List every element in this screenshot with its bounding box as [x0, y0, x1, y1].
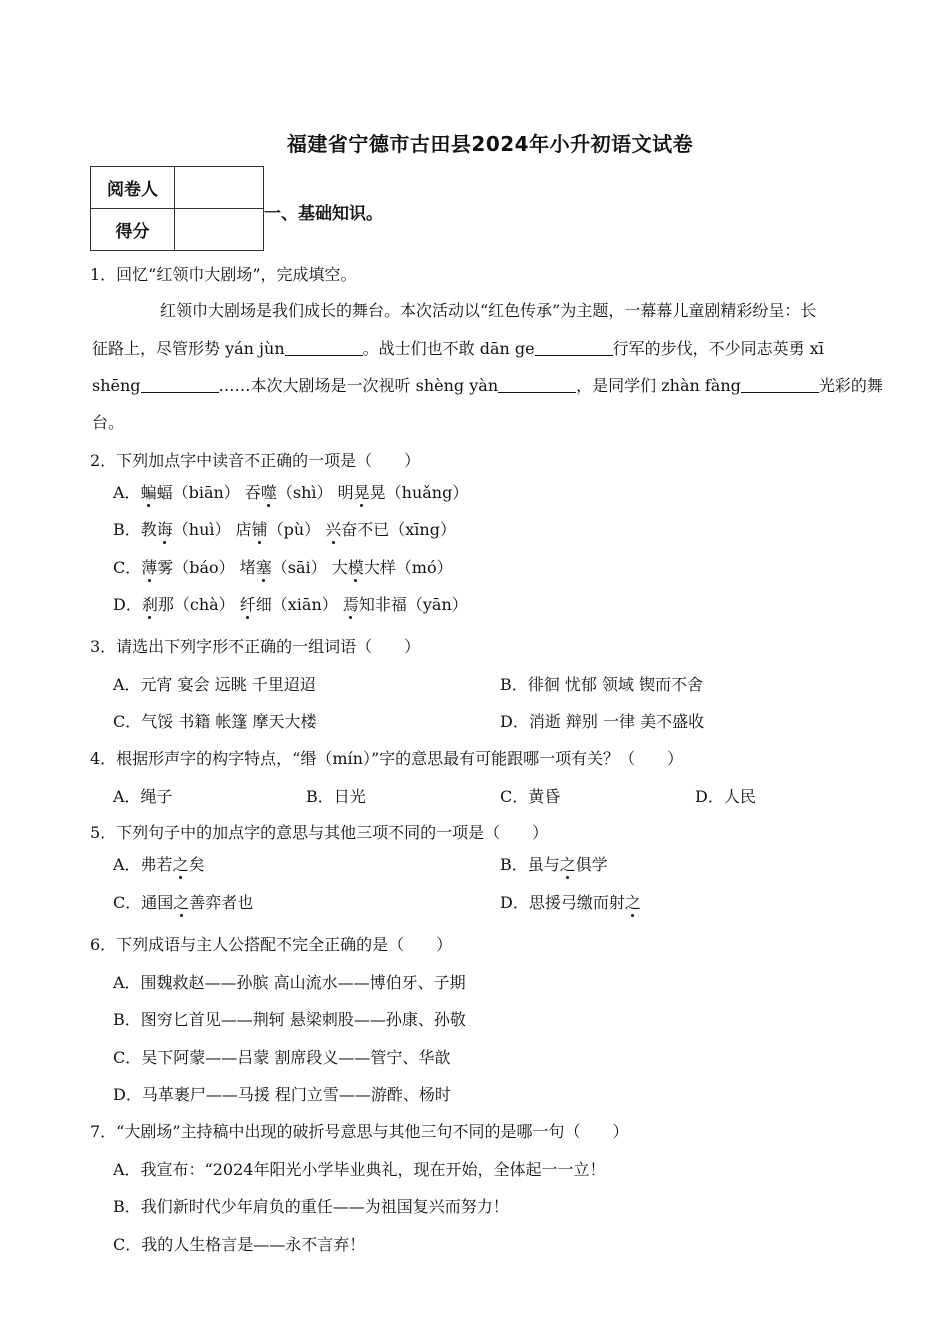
q4-option-c[interactable]: C．黄昏	[500, 787, 561, 806]
q1-paragraph-line-3	[92, 373, 883, 396]
q2-option-a[interactable]: A．蝙蝠（biān） 吞噬（shì） 明晃晃（huǎng）	[113, 483, 469, 502]
q1-text: 。战士们也不敢 dān ge	[362, 339, 535, 358]
q7-option-c[interactable]: C．我的人生格言是——永不言弃！	[113, 1235, 366, 1254]
q1-paragraph-line-1: 红领巾大剧场是我们成长的舞台。本次活动以“红色传承”为主题，一幕幕儿童剧精彩纷呈：长	[160, 301, 817, 320]
question-7-stem: 7．“大剧场”主持稿中出现的破折号意思与其他三句不同的是哪一句（ ）	[90, 1122, 629, 1141]
q6-option-d[interactable]: D．马革裹尸——马援 程门立雪——游酢、杨时	[113, 1085, 451, 1104]
q5-option-b[interactable]: B．虽与之俱学	[500, 855, 608, 874]
q7-option-a[interactable]: A．我宣布：“2024年阳光小学毕业典礼，现在开始，全体起一一立！	[113, 1160, 606, 1179]
exam-title: 福建省宁德市古田县2024年小升初语文试卷	[286, 132, 694, 156]
question-6-stem: 6．下列成语与主人公搭配不完全正确的是（ ）	[90, 935, 453, 954]
q6-option-b[interactable]: B．图穷匕首见——荆轲 悬梁刺股——孙康、孙敬	[113, 1010, 466, 1029]
q1-text: ……本次大剧场是一次视听 shèng yàn	[218, 376, 499, 395]
q5-option-a[interactable]: A．弗若之矣	[113, 855, 205, 874]
q1-paragraph-line-2	[92, 336, 824, 359]
q3-option-c[interactable]: C．气馁 书籍 帐篷 摩天大楼	[113, 712, 317, 731]
question-2-stem: 2．下列加点字中读音不正确的一项是（ ）	[90, 451, 421, 470]
answer-blank[interactable]	[741, 376, 819, 393]
q4-option-a[interactable]: A．绳子	[113, 787, 173, 806]
score-cell	[175, 209, 264, 251]
q1-text: 光彩的舞	[818, 376, 883, 395]
q6-option-c[interactable]: C．吴下阿蒙——吕蒙 割席段义——管宁、华歆	[113, 1048, 451, 1067]
q4-option-d[interactable]: D．人民	[695, 787, 756, 806]
question-3-stem: 3．请选出下列字形不正确的一组词语（ ）	[90, 637, 421, 656]
q6-option-a[interactable]: A．围魏救赵——孙膑 高山流水——博伯牙、子期	[113, 973, 466, 992]
score-table	[90, 166, 264, 251]
q3-option-b[interactable]: B．徘徊 忧郁 领域 锲而不舍	[500, 675, 704, 694]
q5-option-c[interactable]: C．通国之善弈者也	[113, 893, 254, 912]
question-1-stem: 1．回忆“红领巾大剧场”，完成填空。	[90, 265, 357, 284]
reviewer-label: 阅卷人	[91, 167, 175, 209]
q2-option-b[interactable]: B．教诲（huì） 店铺（pù） 兴奋不已（xīng）	[113, 520, 456, 539]
q4-option-b[interactable]: B．日光	[306, 787, 366, 806]
q3-option-a[interactable]: A．元宵 宴会 远眺 千里迢迢	[113, 675, 316, 694]
q1-paragraph-line-4: 台。	[92, 413, 125, 432]
score-label: 得分	[91, 209, 175, 251]
q5-option-d[interactable]: D．思援弓缴而射之	[500, 893, 641, 912]
q7-option-b[interactable]: B．我们新时代少年肩负的重任——为祖国复兴而努力！	[113, 1197, 509, 1216]
q1-text: 征路上，尽管形势 yán jùn	[92, 339, 285, 358]
q1-text: 行军的步伐，不少同志英勇 xī	[612, 339, 824, 358]
question-5-stem: 5．下列句子中的加点字的意思与其他三项不同的一项是（ ）	[90, 823, 549, 842]
q1-text: shēng	[92, 376, 141, 395]
q2-option-c[interactable]: C．薄雾（báo） 堵塞（sāi） 大模大样（mó）	[113, 558, 453, 577]
question-4-stem: 4．根据形声字的构字特点，“缗（mín）”字的意思最有可能跟哪一项有关？（ ）	[90, 749, 684, 768]
answer-blank[interactable]	[535, 339, 613, 356]
q2-option-d[interactable]: D．刹那（chà） 纤细（xiān） 焉知非福（yān）	[113, 595, 468, 614]
answer-blank[interactable]	[498, 376, 576, 393]
answer-blank[interactable]	[285, 339, 363, 356]
reviewer-cell	[175, 167, 264, 209]
answer-blank[interactable]	[141, 376, 219, 393]
section-heading: 一、基础知识。	[264, 204, 383, 224]
q1-text: ，是同学们 zhàn fàng	[576, 376, 741, 395]
q3-option-d[interactable]: D．消逝 辩别 一律 美不盛收	[500, 712, 705, 731]
